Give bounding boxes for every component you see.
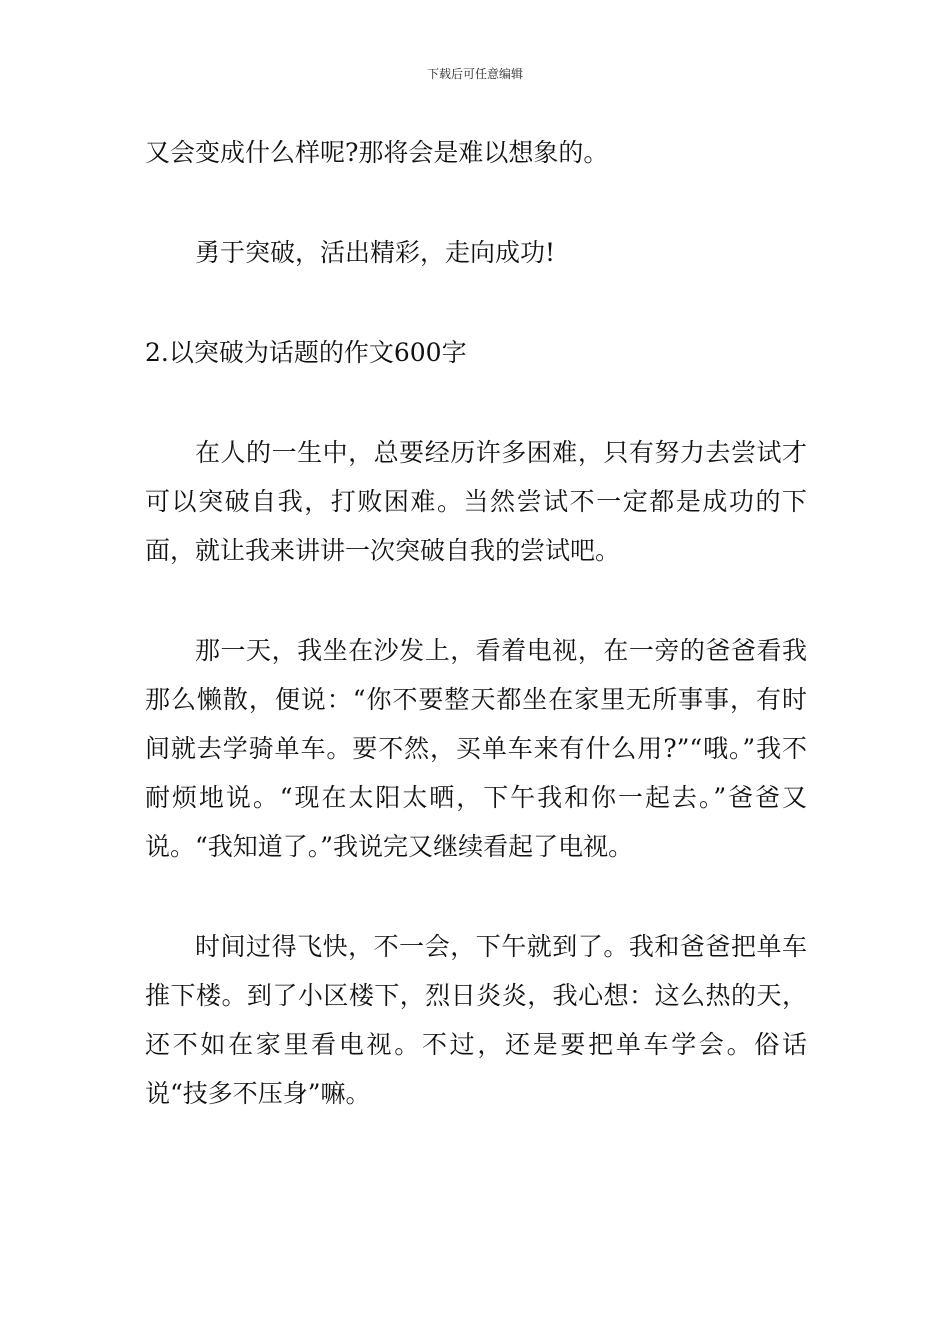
paragraph-slogan: 勇于突破，活出精彩，走向成功! (195, 238, 556, 267)
section-heading: 2.以突破为话题的作文600字 (145, 338, 467, 367)
paragraph-afternoon: 时间过得飞快，不一会，下午就到了。我和爸爸把单车推下楼。到了小区楼下，烈日炎炎，我心想：这么热的天，还不如在家里看电视。不过，还是要把单车学会。俗话说“技多不压身”嘛。 (145, 932, 807, 1108)
document-body (145, 128, 807, 1118)
paragraph-intro: 在人的一生中，总要经历许多困难，只有努力去尝试才可以突破自我，打败困难。当然尝试不一定都是成功的下面，就让我来讲讲一次突破自我的尝试吧。 (145, 438, 807, 565)
page-header: 下载后可任意编辑 (426, 67, 523, 81)
paragraph-dialogue: 那一天，我坐在沙发上，看着电视，在一旁的爸爸看我那么懒散，便说：“你不要整天都坐在家里无所事事，有时间就去学骑单车。要不然，买单车来有什么用?”“哦。”我不耐烦地说。“现在太阳太晒，下午我和你一起去。”爸爸又说。“我知道了。”我说完又继续看起了电视。 (145, 636, 807, 861)
paragraph-continuation: 又会变成什么样呢?那将会是难以想象的。 (145, 138, 609, 167)
